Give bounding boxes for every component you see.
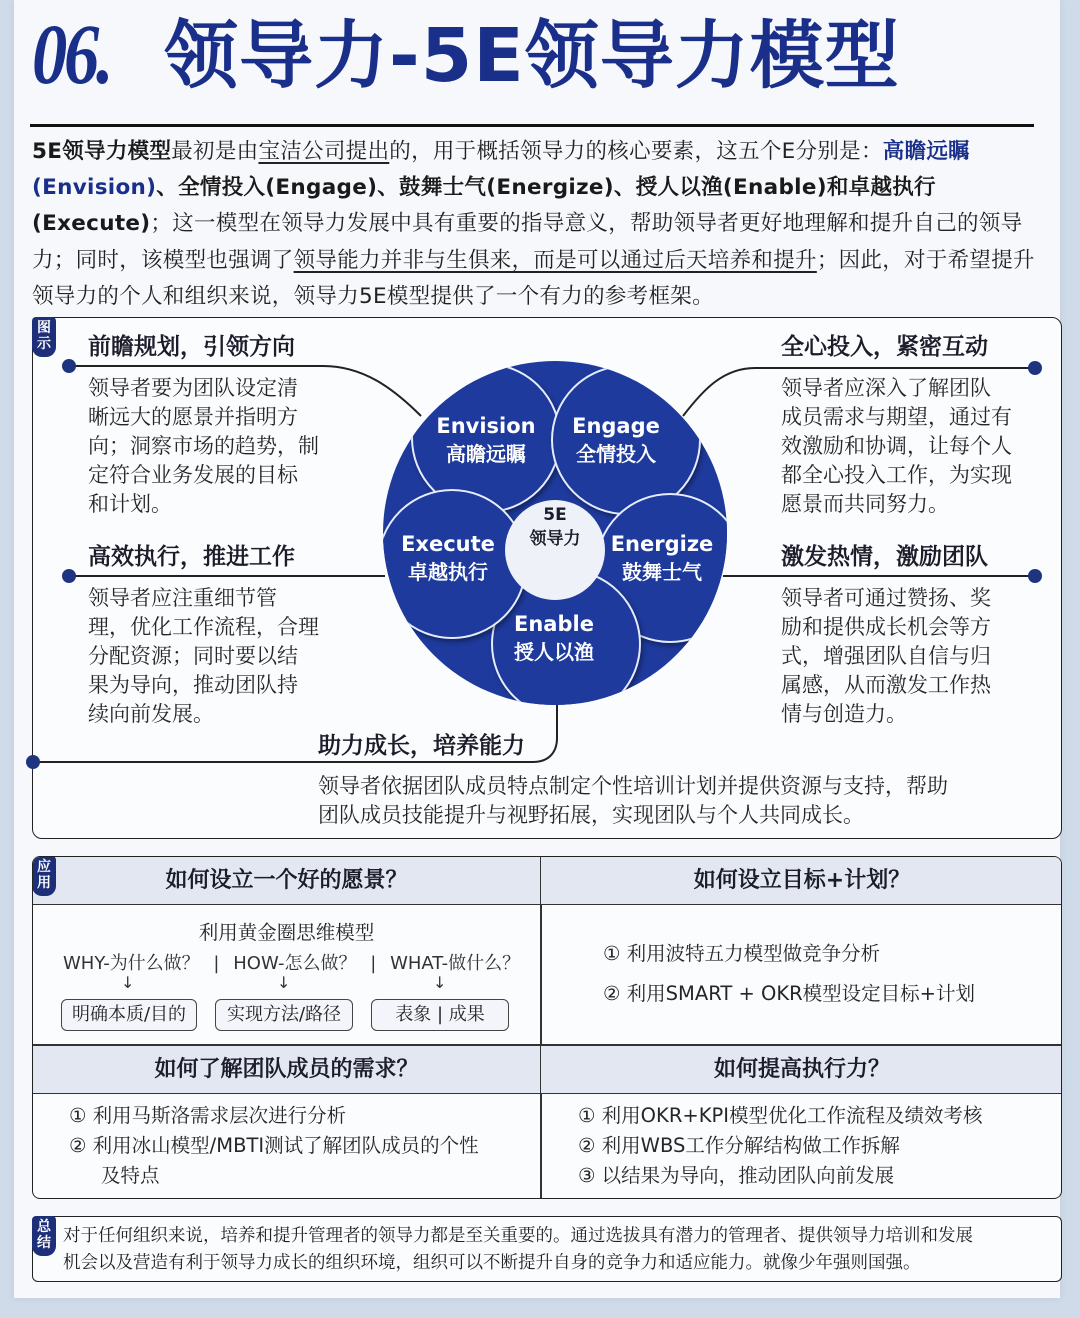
petal-zh: 鼓舞士气 [622,560,702,584]
engage-description [781,374,1041,519]
enable-description [318,772,1048,830]
text-line: 属感，从而激发工作热 [781,673,991,697]
text-line: 团队成员技能提升与视野拓展，实现团队与个人共同成长。 [318,803,864,827]
connector-dot-icon [26,755,40,769]
e-envision: 高瞻远瞩(Envision) [32,139,970,201]
intro-text: ；这一模型在领导力发展中具有重要的指导意义，帮助领导者更好地理解和提升自己的领导力；同时，该模型也强调了 [32,211,1023,273]
why-question: WHY-为什么做？ [63,953,200,974]
table-divider-vertical [540,857,542,1199]
separator: 、 [156,175,179,201]
text-line: 定符合业务发展的目标 [88,463,298,487]
petal-en: Energize [610,532,714,556]
petal-label-engage [541,412,691,468]
petal-zh: 卓越执行 [408,560,488,584]
text-line: 情与创造力。 [781,702,907,726]
text-line: 式，增强团队自信与归 [781,644,991,668]
center-label-line: 领导力 [529,529,581,549]
connector-dot-icon [1028,361,1042,375]
arrow-down-icon: ↓ [121,973,135,992]
e-energize: 鼓舞士气(Energize) [399,175,614,201]
list-item: 及特点 [101,1164,160,1187]
vision-header: 如何设立一个好的愿景？ [33,857,540,905]
text-line: 领导者可通过赞扬、奖 [781,586,991,610]
text-line: 都全心投入工作，为实现 [781,463,1012,487]
execute-title: 高效执行，推进工作 [88,544,295,570]
list-item: ③ 以结果为导向，推动团队向前发展 [578,1164,895,1187]
execution-list [578,1101,983,1191]
petal-en: Enable [514,612,594,636]
arrow-down-icon: ↓ [433,973,447,992]
engage-title: 全心投入，紧密互动 [781,334,988,360]
how-question: HOW-怎么做？ [233,953,357,974]
petal-en: Execute [401,532,495,556]
text-line: 领导者依据团队成员特点制定个性培训计划并提供资源与支持，帮助 [318,774,948,798]
list-item: ② 利用SMART + OKR模型设定目标+计划 [603,982,976,1005]
text-line: 效激励和协调，让每个人 [781,434,1012,458]
answer-what: 表象 | 成果 [371,999,509,1031]
petal-zh: 全情投入 [576,442,656,466]
answer-why: 明确本质/目的 [61,999,197,1031]
intro-paragraph [32,134,1042,315]
intro-text: 最初是由 [171,139,259,164]
text-line: 机会以及营造有利于领导力成长的组织环境，组织可以不断提升自身的竞争力和适应能力。就像少年强则国强。 [63,1253,921,1273]
list-item: ② 利用冰山模型/MBTI测试了解团队成员的个性 [69,1134,479,1157]
envision-description [88,374,348,519]
list-item: ① 利用OKR+KPI模型优化工作流程及绩效考核 [578,1104,983,1127]
intro-term: 5E领导力模型 [32,139,172,164]
e-execute: 卓越执行(Execute) [32,175,936,237]
arrow-down-icon: ↓ [277,973,291,992]
energize-description [781,584,1041,729]
summary-box [32,1216,1062,1282]
intro-emphasis: 领导能力并非与生俱来，而是可以通过后天培养和提升 [293,247,817,273]
connector-dot-icon [1028,569,1042,583]
application-table [32,856,1062,1199]
text-line: 励和提供成长机会等方 [781,615,991,639]
needs-header: 如何了解团队成员的需求？ [33,1046,540,1094]
list-item: ① 利用波特五力模型做竞争分析 [603,942,881,965]
summary-text [63,1223,1053,1277]
infographic-page [14,0,1060,1298]
petal-label-enable [479,610,629,666]
center-label-line: 5E [543,505,567,525]
diagram-tag: 图示 [32,317,56,357]
diagram-panel [32,317,1062,839]
conjunction: 和 [826,175,849,201]
enable-title: 助力成长，培养能力 [318,733,525,759]
e-engage: 全情投入(Engage) [178,175,378,201]
answer-how: 实现方法/路径 [215,999,353,1031]
petal-zh: 高瞻远瞩 [446,442,526,466]
execution-header: 如何提高执行力？ [541,1046,1062,1094]
text-line: 对于任何组织来说，培养和提升管理者的领导力都是至关重要的。通过选拔具有潜力的管理者、提供领导力培训和发展 [63,1226,973,1246]
text-line: 领导者要为团队设定清 [88,376,298,400]
divider: | [213,953,220,974]
application-tag: 应用 [32,856,56,896]
list-item: ② 利用WBS工作分解结构做工作拆解 [578,1134,900,1157]
summary-tag: 总结 [32,1216,56,1256]
list-item: ① 利用马斯洛需求层次进行分析 [69,1104,347,1127]
connector-dot-icon [62,359,76,373]
what-question: WHAT-做什么？ [390,953,521,974]
text-line: 愿景而共同努力。 [781,492,949,516]
golden-circle-questions [63,949,523,975]
text-line: 和计划。 [88,492,172,516]
connector-dot-icon [62,569,76,583]
text-line: 理，优化工作流程，合理 [88,615,319,639]
petal-en: Envision [436,414,536,438]
petal-label-execute [373,530,523,586]
text-line: 果为导向，推动团队持 [88,673,298,697]
goals-list [603,939,975,1009]
petal-en: Engage [572,414,660,438]
text-line: 晰远大的愿景并指明方 [88,405,298,429]
petal-zh: 授人以渔 [514,640,594,664]
text-line: 领导者应深入了解团队 [781,376,991,400]
e-enable: 授人以渔(Enable) [635,175,827,201]
goals-header: 如何设立目标+计划？ [541,857,1062,905]
page-title: 领导力-5E领导力模型 [164,13,900,99]
golden-circle-title: 利用黄金圈思维模型 [198,921,375,944]
text-line: 分配资源；同时要以结 [88,644,298,668]
text-line: 续向前发展。 [88,702,214,726]
text-line: 向；洞察市场的趋势，制 [88,434,319,458]
energize-title: 激发热情，激励团队 [781,544,988,570]
title-divider [30,124,1034,127]
divider: | [370,953,377,974]
intro-text: ；因此，对于希望提升领导力的个人和组织来说，领导力5E模型提供了一个有力的参考框架。 [32,247,1035,309]
separator: 、 [613,175,636,201]
separator: 、 [377,175,400,201]
petal-label-envision [411,412,561,468]
needs-list [69,1101,479,1191]
intro-text: 的，用于概括领导力的核心要素，这五个E分别是： [389,139,883,164]
intro-company: 宝洁公司提出 [258,139,390,164]
envision-title: 前瞻规划，引领方向 [88,334,295,360]
text-line: 成员需求与期望，通过有 [781,405,1012,429]
petal-label-energize [587,530,737,586]
section-number: 06. [32,6,111,102]
text-line: 领导者应注重细节管 [88,586,277,610]
execute-description [88,584,348,729]
